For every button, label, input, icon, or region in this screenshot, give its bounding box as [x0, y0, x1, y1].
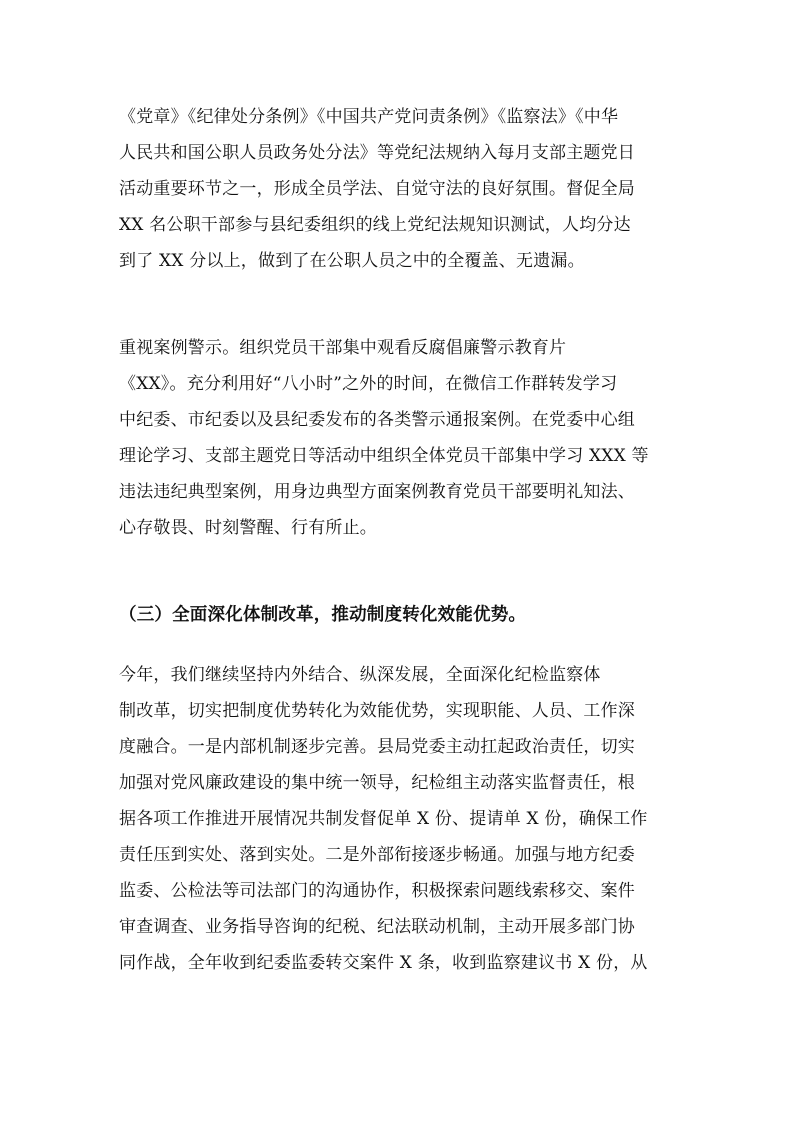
paragraph-system-reform	[119, 657, 679, 981]
text-line: 度融合。一是内部机制逐步完善。县局党委主动扛起政治责任，切实	[119, 737, 635, 757]
text-line: 心存敬畏、时刻警醒、行有所止。	[119, 518, 377, 538]
text-line: 责任压到实处、落到实处。二是外部衔接逐步畅通。加强与地方纪委	[119, 845, 635, 865]
text-line: 重视案例警示。组织党员干部集中观看反腐倡廉警示教育片	[119, 338, 567, 358]
text-line: 中纪委、市纪委以及县纪委发布的各类警示通报案例。在党委中心组	[119, 410, 635, 430]
text-line: 监委、公检法等司法部门的沟通协作，积极探索问题线索移交、案件	[119, 881, 635, 901]
text-line: 制改革，切实把制度优势转化为效能优势，实现职能、人员、工作深	[119, 701, 635, 721]
text-line: 加强对党风廉政建设的集中统一领导，纪检组主动落实监督责任，根	[119, 773, 635, 793]
text-line: 到了 XX 分以上，做到了在公职人员之中的全覆盖、无遗漏。	[119, 251, 585, 271]
text-line: 同作战，全年收到纪委监委转交案件 X 条，收到监察建议书 X 份，从	[119, 953, 648, 973]
text-line: 据各项工作推进开展情况共制发督促单 X 份、提请单 X 份，确保工作	[119, 809, 648, 829]
text-line: 理论学习、支部主题党日等活动中组织全体党员干部集中学习 XXX 等	[119, 446, 649, 466]
text-line: 《XX》。充分利用好“八小时”之外的时间，在微信工作群转发学习	[119, 374, 618, 394]
text-line: 《党章》《纪律处分条例》《中国共产党问责条例》《监察法》《中华	[119, 107, 619, 127]
text-line: 今年，我们继续坚持内外结合、纵深发展，全面深化纪检监察体	[119, 665, 601, 685]
heading-text: （三）全面深化体制改革，推动制度转化效能优势。	[119, 605, 527, 625]
text-line: 违法违纪典型案例，用身边典型方面案例教育党员干部要明礼知法、	[119, 482, 635, 502]
text-line: 人民共和国公职人员政务处分法》等党纪法规纳入每月支部主题党日	[119, 143, 635, 163]
paragraph-party-rules-study	[119, 99, 679, 279]
text-line: XX 名公职干部参与县纪委组织的线上党纪法规知识测试，人均分达	[119, 215, 631, 235]
text-line: 审查调查、业务指导咨询的纪税、纪法联动机制，主动开展多部门协	[119, 917, 635, 937]
section-heading	[119, 597, 679, 633]
text-line: 活动重要环节之一，形成全员学法、自觉守法的良好氛围。督促全局	[119, 179, 635, 199]
paragraph-case-warning	[119, 330, 679, 546]
